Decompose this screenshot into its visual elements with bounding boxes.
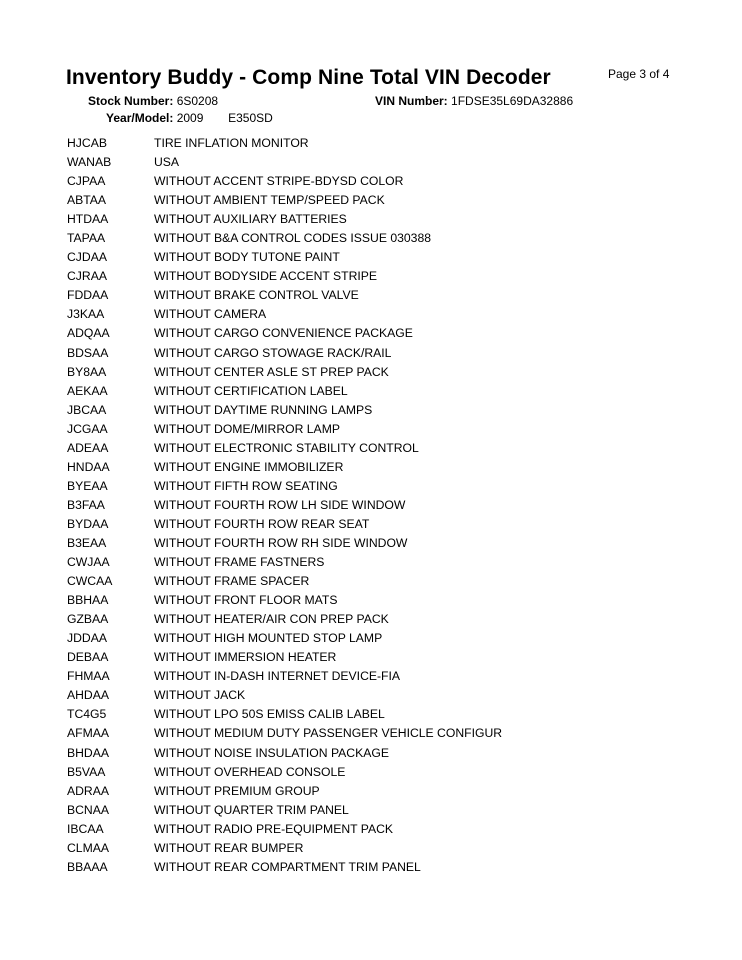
- option-description: WITHOUT NOISE INSULATION PACKAGE: [154, 745, 389, 760]
- option-description: WITHOUT REAR COMPARTMENT TRIM PANEL: [154, 859, 421, 874]
- option-code: GZBAA: [67, 612, 109, 627]
- option-code: HTDAA: [67, 212, 109, 227]
- list-item: [67, 801, 687, 820]
- option-code: BHDAA: [67, 745, 109, 760]
- list-item: [67, 591, 687, 610]
- page-title: Inventory Buddy - Comp Nine Total VIN Decoder: [66, 66, 551, 89]
- option-code: IBCAA: [67, 821, 104, 836]
- list-item: [67, 553, 687, 572]
- option-description: WITHOUT PREMIUM GROUP: [154, 783, 320, 798]
- option-code: J3KAA: [67, 307, 105, 322]
- list-item: [67, 667, 687, 686]
- option-description: WITHOUT BRAKE CONTROL VALVE: [154, 288, 359, 303]
- option-description: WITHOUT B&A CONTROL CODES ISSUE 030388: [154, 231, 432, 246]
- option-code: JDDAA: [67, 631, 107, 646]
- option-description: WITHOUT QUARTER TRIM PANEL: [154, 802, 349, 817]
- option-description: WITHOUT CENTER ASLE ST PREP PACK: [154, 364, 389, 379]
- list-item: [67, 382, 687, 401]
- option-code: FHMAA: [67, 669, 110, 684]
- option-description: WITHOUT DOME/MIRROR LAMP: [154, 421, 340, 436]
- option-code: JBCAA: [67, 402, 107, 417]
- option-description: WITHOUT FOURTH ROW REAR SEAT: [154, 516, 370, 531]
- list-item: [67, 572, 687, 591]
- list-item: [67, 229, 687, 248]
- option-description: WITHOUT BODY TUTONE PAINT: [154, 250, 340, 265]
- year-model-label: Year/Model:: [106, 111, 174, 125]
- list-item: [67, 744, 687, 763]
- option-description: WITHOUT ACCENT STRIPE-BDYSD COLOR: [154, 174, 404, 189]
- list-item: [67, 839, 687, 858]
- option-code: JCGAA: [67, 421, 108, 436]
- option-code: CJPAA: [67, 174, 106, 189]
- option-code-list: [67, 134, 687, 877]
- option-code: B3EAA: [67, 535, 107, 550]
- option-code: CJRAA: [67, 269, 107, 284]
- option-code: BCNAA: [67, 802, 109, 817]
- option-description: WITHOUT ELECTRONIC STABILITY CONTROL: [154, 440, 419, 455]
- option-description: WITHOUT AMBIENT TEMP/SPEED PACK: [154, 193, 385, 208]
- option-description: WITHOUT JACK: [154, 688, 246, 703]
- list-item: [67, 344, 687, 363]
- list-item: [67, 210, 687, 229]
- option-code: ABTAA: [67, 193, 107, 208]
- option-description: WITHOUT CARGO CONVENIENCE PACKAGE: [154, 326, 413, 341]
- option-description: WITHOUT BODYSIDE ACCENT STRIPE: [154, 269, 378, 284]
- option-description: WITHOUT CAMERA: [154, 307, 267, 322]
- list-item: [67, 439, 687, 458]
- option-description: WITHOUT HEATER/AIR CON PREP PACK: [154, 612, 389, 627]
- option-description: TIRE INFLATION MONITOR: [154, 136, 309, 150]
- vin-number-row: [375, 94, 573, 108]
- option-code: BY8AA: [67, 364, 107, 379]
- option-description: WITHOUT FOURTH ROW RH SIDE WINDOW: [154, 535, 408, 550]
- list-item: [67, 134, 687, 153]
- list-item: [67, 534, 687, 553]
- option-code: BDSAA: [67, 345, 109, 360]
- option-code: AHDAA: [67, 688, 109, 703]
- option-code: B3FAA: [67, 497, 105, 512]
- option-description: WITHOUT REAR BUMPER: [154, 840, 304, 855]
- option-description: WITHOUT MEDIUM DUTY PASSENGER VEHICLE CONFIGUR: [154, 726, 503, 741]
- option-code: BBHAA: [67, 593, 109, 608]
- list-item: [67, 782, 687, 801]
- year-model-row: [106, 111, 273, 125]
- option-code: ADRAA: [67, 783, 109, 798]
- option-code: BYDAA: [67, 516, 109, 531]
- list-item: [67, 363, 687, 382]
- list-item: [67, 420, 687, 439]
- list-item: [67, 248, 687, 267]
- option-description: WITHOUT OVERHEAD CONSOLE: [154, 764, 346, 779]
- option-code: HJCAB: [67, 136, 107, 150]
- list-item: [67, 496, 687, 515]
- option-code: WANAB: [67, 155, 112, 170]
- option-code: TC4G5: [67, 707, 107, 722]
- option-description: WITHOUT RADIO PRE-EQUIPMENT PACK: [154, 821, 394, 836]
- option-description: WITHOUT CERTIFICATION LABEL: [154, 383, 348, 398]
- option-description: WITHOUT IN-DASH INTERNET DEVICE-FIA: [154, 669, 401, 684]
- list-item: [67, 401, 687, 420]
- list-item: [67, 458, 687, 477]
- list-item: [67, 153, 687, 172]
- list-item: [67, 820, 687, 839]
- list-item: [67, 763, 687, 782]
- option-code: AEKAA: [67, 383, 108, 398]
- option-code: DEBAA: [67, 650, 109, 665]
- stock-number-row: [88, 94, 218, 108]
- list-item: [67, 705, 687, 724]
- option-code: HNDAA: [67, 459, 110, 474]
- list-item: [67, 858, 687, 877]
- option-code: CLMAA: [67, 840, 109, 855]
- option-code: BYEAA: [67, 478, 108, 493]
- stock-number-label: Stock Number:: [88, 94, 174, 108]
- stock-number-value: 6S0208: [176, 94, 219, 108]
- year-value: 2009: [176, 111, 204, 125]
- option-code: FDDAA: [67, 288, 109, 303]
- option-description: WITHOUT FRONT FLOOR MATS: [154, 593, 338, 608]
- option-description: WITHOUT CARGO STOWAGE RACK/RAIL: [154, 345, 392, 360]
- option-code: CJDAA: [67, 250, 107, 265]
- list-item: [67, 724, 687, 743]
- option-description: WITHOUT AUXILIARY BATTERIES: [154, 212, 347, 227]
- option-description: WITHOUT FRAME SPACER: [154, 574, 310, 589]
- option-code: BBAAA: [67, 859, 108, 874]
- list-item: [67, 324, 687, 343]
- option-code: CWCAA: [67, 574, 113, 589]
- option-code: ADQAA: [67, 326, 110, 341]
- option-description: WITHOUT FIFTH ROW SEATING: [154, 478, 338, 493]
- option-description: WITHOUT DAYTIME RUNNING LAMPS: [154, 402, 373, 417]
- list-item: [67, 305, 687, 324]
- list-item: [67, 477, 687, 496]
- option-description: WITHOUT FOURTH ROW LH SIDE WINDOW: [154, 497, 406, 512]
- model-value: E350SD: [228, 111, 273, 125]
- option-description: WITHOUT IMMERSION HEATER: [154, 650, 337, 665]
- list-item: [67, 267, 687, 286]
- list-item: [67, 629, 687, 648]
- list-item: [67, 648, 687, 667]
- vin-number-label: VIN Number:: [375, 94, 448, 108]
- list-item: [67, 515, 687, 534]
- list-item: [67, 286, 687, 305]
- list-item: [67, 610, 687, 629]
- option-description: WITHOUT LPO 50S EMISS CALIB LABEL: [154, 707, 385, 722]
- list-item: [67, 191, 687, 210]
- option-code: TAPAA: [67, 231, 106, 246]
- option-description: WITHOUT HIGH MOUNTED STOP LAMP: [154, 631, 383, 646]
- list-item: [67, 686, 687, 705]
- option-code: B5VAA: [67, 764, 106, 779]
- list-item: [67, 172, 687, 191]
- option-code: AFMAA: [67, 726, 109, 741]
- option-description: WITHOUT ENGINE IMMOBILIZER: [154, 459, 344, 474]
- option-code: CWJAA: [67, 555, 110, 570]
- page-number: Page 3 of 4: [608, 67, 670, 81]
- option-description: WITHOUT FRAME FASTNERS: [154, 555, 325, 570]
- vin-number-value: 1FDSE35L69DA32886: [451, 94, 574, 108]
- option-description: USA: [154, 155, 180, 170]
- option-code: ADEAA: [67, 440, 109, 455]
